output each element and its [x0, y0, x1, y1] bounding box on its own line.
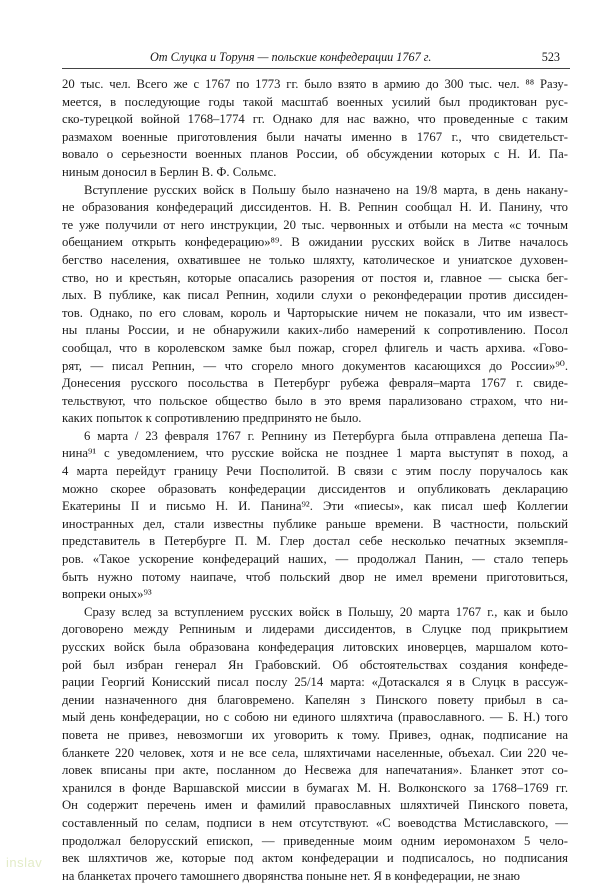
text-line: Екатерины II и письмо Н. И. Панина⁹². Эти «пиесы», как писал шеф Коллегии [62, 499, 568, 514]
text-line: ниным доносил в Берлин В. Ф. Сольмс. [62, 164, 277, 179]
text-line: дении назначенного дня благовремено. Капелян з Пинского повету прибыл в са- [62, 692, 568, 707]
text-line: представитель в Петербурге П. М. Глер достал себе несколько печатных экземпля- [62, 534, 568, 549]
text-line: ско-турецкой войной 1768–1774 гг. Однако для нас важно, что проведенные с таким [62, 112, 568, 127]
paragraph [62, 76, 568, 182]
paragraph [62, 604, 568, 885]
page-number: 523 [541, 50, 560, 64]
running-header [150, 50, 570, 68]
text-line: бегство населения, охватившее не только шляхту, католическое и униатское духовен- [62, 252, 568, 267]
text-line: обещанием открыть конфедерацию»⁸⁹. В ожидании русских войск в Литве началось [62, 235, 568, 250]
text-line: иностранных дел, стали известны публике раньше времени. В частности, польский [62, 516, 568, 531]
text-line: Сразу вслед за вступлением русских войск в Польшу, 20 марта 1767 г., как и было [84, 604, 568, 619]
text-line: 6 марта / 23 февраля 1767 г. Репнину из Петербурга была отправлена депеша Па- [84, 428, 568, 443]
text-line: меется, в последующие годы такой масштаб военных усилий был продиктован рус- [62, 94, 568, 109]
text-line: тов. Однако, по его словам, король и Чарторыские ничем не показали, что им извест- [62, 305, 568, 320]
text-line: договорено между Репниным и лидерами диссидентов, в Слуцке под прикрытием [62, 622, 568, 637]
text-line: нина⁹¹ с уведомлением, что русские войска не позднее 1 марта выступят в поход, а [62, 446, 568, 461]
text-line: можно скорее образовать конфедерации диссидентов и опубликовать декларацию [62, 481, 568, 496]
text-line: на бланкетах прочего тамошнего дворянства поныне нет. Я в конфедерации, не знаю [62, 868, 520, 883]
text-line: вопреки оных»⁹³ [62, 587, 152, 602]
text-line: ров. «Такое ускорение конфедераций наших, — продолжал Панин, — стало теперь [62, 552, 568, 567]
text-line: 20 тыс. чел. Всего же с 1767 по 1773 гг. было взято в армию до 300 тыс. чел. ⁸⁸ Разу- [62, 77, 568, 91]
text-line: не образования конфедераций диссидентов. Н. В. Репнин сообщал Н. И. Панину, что [62, 200, 568, 215]
text-line: тельствуют, что польское общество было в это время парализовано страхом, что ни- [62, 393, 568, 408]
text-line: ловек вписаны при акте, посланном до Несвежа для напечатания». Бланкет этот со- [62, 763, 568, 778]
text-line: рят, — писал Репнин, — что сгорело много документов касающихся до России»⁹⁰. [62, 358, 568, 373]
paragraph [62, 182, 568, 428]
text-line: русских войск была образована конфедерация литовских иноверцев, маршалом кото- [62, 640, 568, 654]
text-line: рации Георгий Конисский писал послу 25/14 марта: «Дотаскался я в Слуцк в рассуж- [62, 675, 568, 690]
text-line: Он содержит перечень имен и фамилий православных шляхтичей Пинского повета, [62, 798, 568, 813]
text-line: Донесения русского посольства в Петербург рубежа февраля–марта 1767 г. свиде- [62, 376, 568, 391]
watermark: inslav [6, 855, 43, 870]
text-line: 4 марта перейдут границу Речи Посполитой. В связи с этим послу поручалось как [62, 464, 568, 479]
text-line: размахом военные приготовления были начаты именно в 1767 г., что свидетельст- [62, 129, 568, 144]
text-line: хранился в фонде Варшавской миссии в бумагах М. Н. Волконского за 1768–1769 гг. [62, 780, 568, 795]
text-line: те уже получили от него инструкции, 20 тыс. червонных и отбыли на места «с точным [62, 217, 568, 232]
text-line: рой был избран генерал Ян Грабовский. Об обстоятельствах создания конфеде- [62, 657, 568, 672]
text-line: ство, но и крестьян, которые опасались разорения от постоя и, главное — сыска бег- [62, 270, 568, 285]
text-line: вовало о серьезности военных планов России, об обсуждении которых с Н. И. Па- [62, 147, 568, 162]
text-line: каких попыток к сопротивлению предпринято не было. [62, 411, 362, 426]
header-rule [62, 68, 570, 69]
text-line: сообщал, что в королевском замке был пожар, сгорел флигель и часть архива. «Гово- [62, 340, 568, 355]
body-text [62, 76, 568, 885]
paragraph [62, 428, 568, 604]
text-line: век шляхтичов же, которые под актом конфедерации и подписалось, но подписания [62, 851, 568, 866]
text-line: продолжал белорусский епископ, — приведенные моим одним иеромонахом 5 чело- [62, 833, 568, 848]
text-line: быть нужно потому наипаче, чтоб польский двор не имел времени приготовиться, [62, 569, 568, 584]
text-line: повета не привез, невозмогши их уговорить к тому. Привез, однак, подписание на [62, 727, 568, 742]
text-line: ны планы России, и не обнаружили каких-либо намерений к сопротивлению. Посол [62, 323, 568, 338]
text-line: бланкете 220 человек, хотя и не все села, шляхтичами населенные, объехал. Сии 220 че- [62, 745, 568, 760]
text-line: Вступление русских войск в Польшу было назначено на 19/8 марта, в день накану- [84, 182, 568, 197]
text-line: мый день конфедерации, но с собою ни единого шляхтича (православного. — Б. Н.) того [62, 710, 568, 725]
text-line: составленный по селам, подписи в нем отсутствуют. «С воеводства Мстиславского, — [62, 815, 568, 830]
running-title: От Слуцка и Торуня — польские конфедерации 1767 г. [150, 50, 432, 64]
text-line: лых. В публике, как писал Репнин, ходили слухи о реконфедерации против диссиден- [62, 288, 568, 303]
